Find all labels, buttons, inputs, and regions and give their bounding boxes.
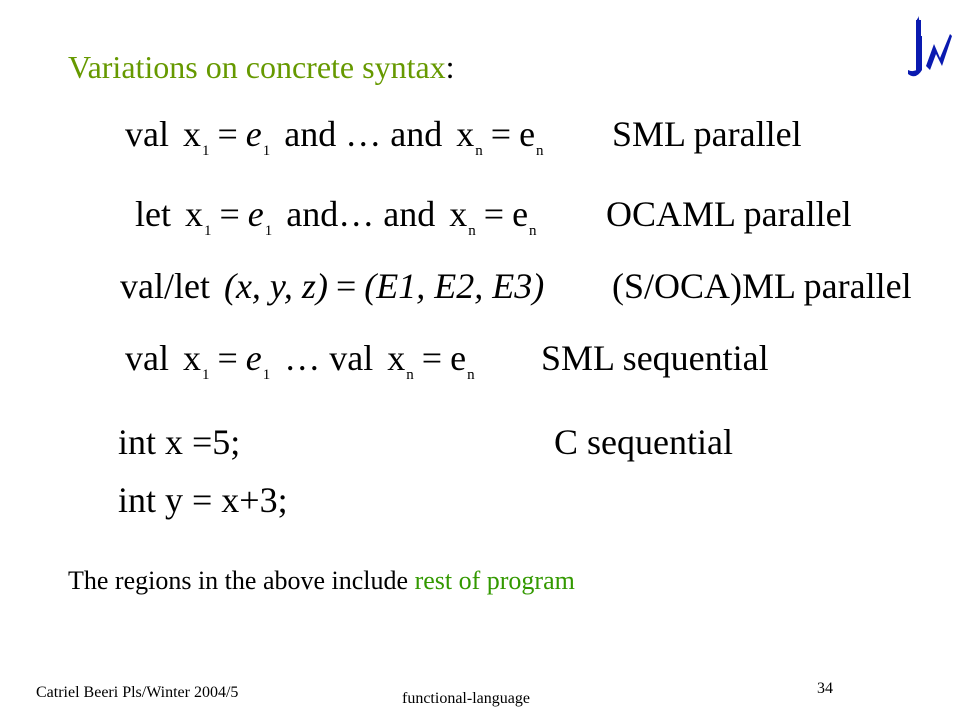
subscript-n: n: [406, 367, 414, 383]
equals-sign: =: [490, 114, 512, 154]
syntax-row-sml-sequential: [125, 338, 475, 383]
subscript-1: 1: [262, 143, 271, 159]
subscript-1: 1: [201, 143, 210, 159]
university-logo-icon: [904, 14, 954, 84]
label-ocaml-parallel: OCAML parallel: [606, 194, 852, 234]
equals-sign: =: [483, 194, 505, 234]
expr-e1: e: [247, 194, 264, 234]
c-code-line-2: int y = x+3;: [118, 480, 288, 520]
equals-sign: =: [421, 338, 443, 378]
logo-graphic: [904, 14, 954, 84]
footer-topic: functional-language: [402, 690, 530, 707]
keyword-let: let: [135, 194, 171, 234]
equals-sign: =: [335, 266, 357, 306]
regions-note-text: The regions in the above include: [68, 566, 415, 595]
expr-en: e: [512, 194, 529, 234]
subscript-1: 1: [203, 223, 212, 239]
slide-title: [68, 49, 455, 86]
subscript-1: 1: [201, 367, 210, 383]
label-c-sequential: C sequential: [554, 422, 733, 462]
expr-e1: e: [245, 338, 262, 378]
ellipsis-val: … val: [284, 338, 374, 378]
subscript-n: n: [475, 143, 483, 159]
expr-en: e: [519, 114, 536, 154]
subscript-1: 1: [262, 367, 271, 383]
var-x1: x: [184, 194, 203, 234]
keyword-val: val: [125, 114, 169, 154]
tuple-rhs: (E1, E2, E3): [364, 266, 545, 306]
regions-note-highlight: rest of program: [414, 566, 575, 595]
var-x1: x: [182, 114, 201, 154]
and-ellipsis: and … and: [284, 114, 443, 154]
tuple-lhs: (x, y, z): [223, 266, 328, 306]
var-x1: x: [182, 338, 201, 378]
slide-title-colon: :: [445, 49, 455, 85]
footer-author: Catriel Beeri Pls/Winter 2004/5: [36, 684, 239, 701]
equals-sign: =: [217, 114, 238, 154]
expr-en: e: [450, 338, 467, 378]
and-ellipsis: and… and: [286, 194, 436, 234]
var-xn: x: [449, 194, 468, 234]
subscript-n: n: [468, 223, 476, 239]
label-sml-parallel: SML parallel: [612, 114, 802, 154]
regions-note: [68, 566, 575, 596]
keyword-val-let: val/let: [120, 266, 210, 306]
keyword-val: val: [125, 338, 169, 378]
label-sml-sequential: SML sequential: [541, 338, 769, 378]
var-xn: x: [456, 114, 475, 154]
page-number: 34: [817, 680, 833, 697]
label-soca-ml-parallel: (S/OCA)ML parallel: [612, 266, 912, 306]
syntax-row-ocaml-parallel: [135, 194, 537, 239]
subscript-n: n: [529, 223, 537, 239]
var-xn: x: [387, 338, 406, 378]
subscript-n: n: [536, 143, 544, 159]
syntax-row-sml-parallel: [125, 114, 544, 159]
subscript-n: n: [467, 367, 475, 383]
slide-title-text: Variations on concrete syntax: [68, 49, 446, 85]
equals-sign: =: [219, 194, 240, 234]
equals-sign: =: [217, 338, 238, 378]
expr-e1: e: [245, 114, 262, 154]
subscript-1: 1: [264, 223, 273, 239]
c-code-line-1: int x =5;: [118, 422, 241, 462]
syntax-row-tuple: [120, 268, 544, 304]
